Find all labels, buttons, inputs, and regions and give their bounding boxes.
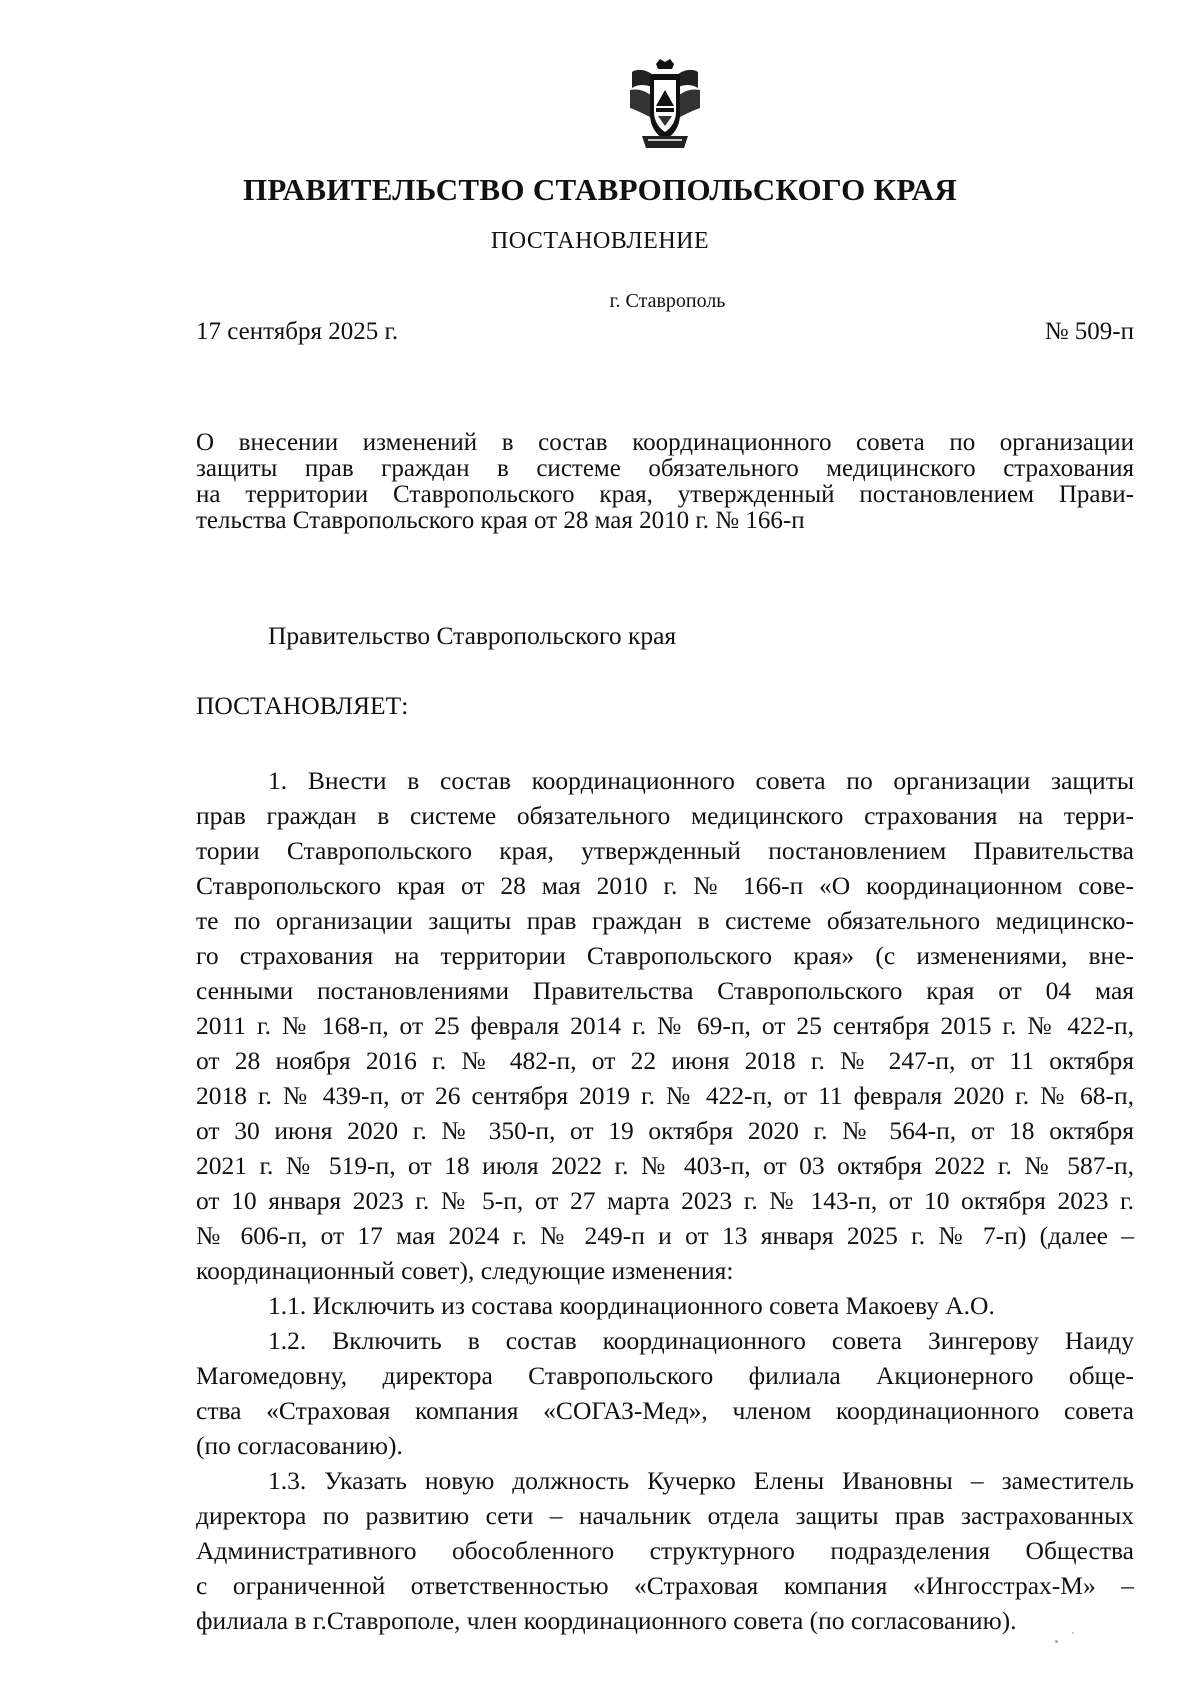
item-1-2-line: ства «Страховая компания «СОГАЗ-Мед», членом координационного совета xyxy=(196,1396,1134,1425)
subject-line: О внесении изменений в состав координационного совета по организации xyxy=(196,429,1134,456)
organization-title: ПРАВИТЕЛЬСТВО СТАВРОПОЛЬСКОГО КРАЯ xyxy=(242,172,958,207)
item-1-3-line: Административного обособленного структурного подразделения Общества xyxy=(196,1536,1134,1565)
scan-speck xyxy=(1072,1632,1074,1634)
item-1-line: 2021 г. № 519-п, от 18 июля 2022 г. № 403-п, от 03 октября 2022 г. № 587-п, xyxy=(196,1151,1134,1180)
item-1-line: тории Ставропольского края, утвержденный постановлением Правительства xyxy=(196,836,1134,865)
item-1-line: координационный совет), следующие изменения: xyxy=(196,1256,734,1285)
item-1-line: от 30 июня 2020 г. № 350-п, от 19 октября 2020 г. № 564-п, от 18 октября xyxy=(196,1116,1134,1145)
subject-line: тельства Ставропольского края от 28 мая 2010 г. № 166-п xyxy=(196,507,805,534)
item-1-line: от 10 января 2023 г. № 5-п, от 27 марта 2023 г. № 143-п, от 10 октября 2023 г. xyxy=(196,1186,1134,1215)
item-1-1-line: 1.1. Исключить из состава координационного совета Макоеву А.О. xyxy=(268,1291,995,1320)
item-1-1 xyxy=(196,1288,1134,1323)
item-1-3-line: 1.3. Указать новую должность Кучерко Елены Ивановны – заместитель xyxy=(268,1466,1134,1495)
scan-speck xyxy=(1055,1640,1058,1643)
subject-line: защиты прав граждан в системе обязательного медицинского страхования xyxy=(196,455,1134,482)
item-1-3-line: с ограниченной ответственностью «Страховая компания «Ингосстрах-М» – xyxy=(196,1571,1134,1600)
document-body xyxy=(196,763,1134,1638)
item-1-3-line: филиала в г.Ставрополе, член координационного совета (по согласованию). xyxy=(196,1606,1017,1635)
document-number: № 509-п xyxy=(1044,318,1134,345)
item-1-line: 2018 г. № 439-п, от 26 сентября 2019 г. № 422-п, от 11 февраля 2020 г. № 68-п, xyxy=(196,1081,1134,1110)
item-1-3-line: директора по развитию сети – начальник отдела защиты прав застрахованных xyxy=(196,1501,1134,1530)
document-date: 17 сентября 2025 г. xyxy=(196,318,399,345)
item-1-line: прав граждан в системе обязательного медицинского страхования на терри- xyxy=(196,801,1134,830)
preamble-text: Правительство Ставропольского края xyxy=(268,621,677,650)
document-type: ПОСТАНОВЛЕНИЕ xyxy=(490,228,710,254)
item-1-line: те по организации защиты прав граждан в системе обязательного медицинско- xyxy=(196,906,1134,935)
item-1-line: го страхования на территории Ставропольского края» (с изменениями, вне- xyxy=(196,941,1134,970)
preamble xyxy=(268,618,968,653)
item-1-line: Ставропольского края от 28 мая 2010 г. № 166-п «О координационном сове- xyxy=(196,871,1134,900)
coat-of-arms-icon xyxy=(628,58,702,152)
city: г. Ставрополь xyxy=(609,290,726,312)
item-1-line: 2011 г. № 168-п, от 25 февраля 2014 г. № 69-п, от 25 сентября 2015 г. № 422-п, xyxy=(196,1011,1134,1040)
item-1-line: от 28 ноября 2016 г. № 482-п, от 22 июня 2018 г. № 247-п, от 11 октября xyxy=(196,1046,1134,1075)
item-1 xyxy=(196,763,1134,1288)
item-1-3 xyxy=(196,1463,1134,1638)
item-1-line: № 606-п, от 17 мая 2024 г. № 249-п и от 13 января 2025 г. № 7-п) (далее – xyxy=(196,1221,1134,1250)
subject-line: на территории Ставропольского края, утвержденный постановлением Прави- xyxy=(196,481,1134,508)
item-1-2-line: Магомедовну, директора Ставропольского филиала Акционерного обще- xyxy=(196,1361,1134,1390)
item-1-2-line: 1.2. Включить в состав координационного совета Зингерову Наиду xyxy=(268,1326,1134,1355)
decree-heading: ПОСТАНОВЛЯЕТ: xyxy=(196,691,409,720)
document-subject xyxy=(196,430,1134,534)
item-1-2 xyxy=(196,1323,1134,1463)
item-1-line: 1. Внести в состав координационного совета по организации защиты xyxy=(268,766,1134,795)
item-1-2-line: (по согласованию). xyxy=(196,1431,403,1460)
item-1-line: сенными постановлениями Правительства Ставропольского края от 04 мая xyxy=(196,976,1134,1005)
